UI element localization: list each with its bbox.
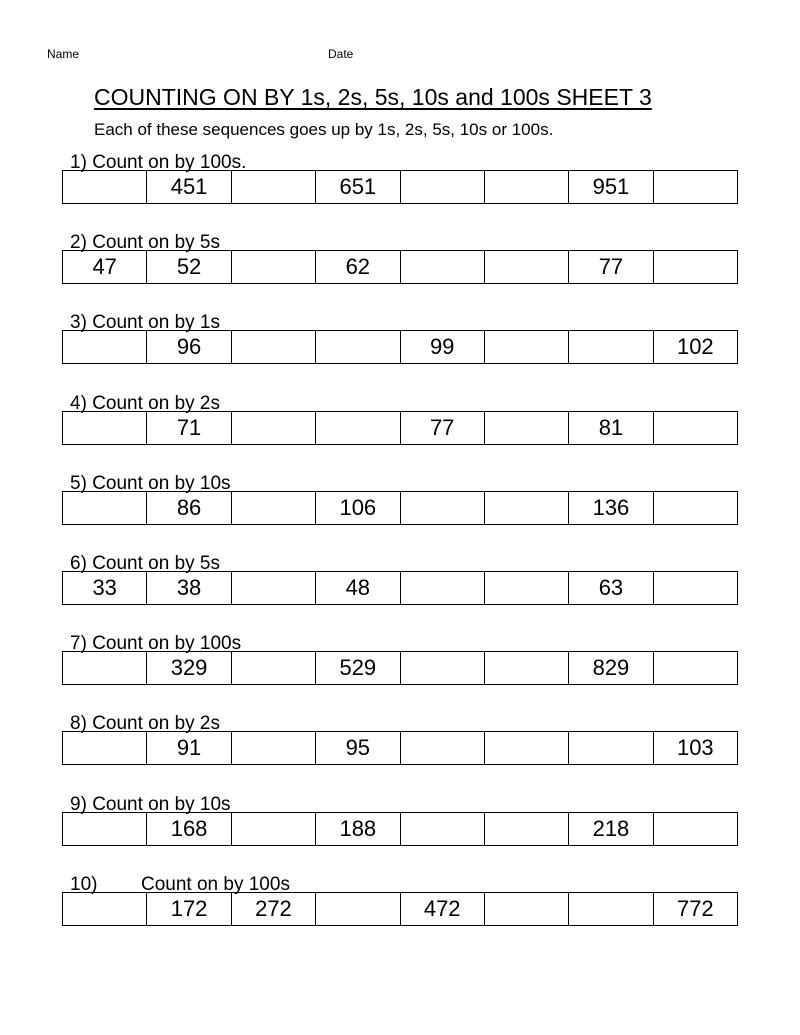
given-number-cell: 99 — [401, 331, 485, 363]
given-number-cell: 77 — [569, 251, 653, 283]
sequence-row — [62, 571, 738, 605]
date-label: Date — [328, 47, 354, 61]
answer-box[interactable] — [569, 732, 653, 764]
answer-box[interactable] — [654, 171, 737, 203]
given-number-cell: 272 — [232, 893, 316, 925]
answer-box[interactable] — [232, 732, 316, 764]
problem-number: 3) — [70, 312, 87, 334]
instructions: Each of these sequences goes up by 1s, 2s, 5s, 10s or 100s. — [94, 120, 554, 139]
sequence-row — [62, 892, 738, 926]
name-label: Name — [47, 47, 80, 61]
given-number-cell: 168 — [147, 813, 231, 845]
given-number-cell: 951 — [569, 171, 653, 203]
problem-instruction: Count on by 100s — [141, 873, 290, 895]
given-number-cell: 33 — [63, 572, 147, 604]
answer-box[interactable] — [232, 492, 316, 524]
problem-number: 2) — [70, 232, 87, 254]
problem-instruction: Count on by 100s — [92, 633, 242, 655]
given-number-cell: 829 — [569, 652, 653, 684]
answer-box[interactable] — [569, 331, 653, 363]
given-number-cell: 218 — [569, 813, 653, 845]
answer-box[interactable] — [654, 412, 737, 444]
worksheet-title: COUNTING ON BY 1s, 2s, 5s, 10s and 100s SHEET 3 — [94, 84, 652, 110]
problem-instruction: Count on by 10s — [92, 793, 231, 815]
answer-box[interactable] — [485, 251, 569, 283]
given-number-cell: 136 — [569, 492, 653, 524]
given-number-cell: 472 — [401, 893, 485, 925]
given-number-cell: 772 — [676, 895, 714, 921]
problem-9 — [62, 794, 738, 846]
problem-8 — [62, 713, 738, 765]
answer-box[interactable] — [63, 412, 147, 444]
answer-box[interactable] — [63, 732, 147, 764]
problem-number: 9) — [70, 793, 87, 815]
given-number-cell: 172 — [147, 893, 231, 925]
answer-box[interactable] — [401, 732, 485, 764]
given-number-cell: 329 — [147, 652, 231, 684]
problem-3 — [62, 312, 738, 364]
answer-box[interactable] — [232, 652, 316, 684]
given-number-cell: 106 — [316, 492, 400, 524]
answer-box[interactable] — [232, 572, 316, 604]
problem-number: 7) — [70, 633, 87, 655]
given-number-cell: 81 — [569, 412, 653, 444]
answer-box[interactable] — [316, 331, 400, 363]
answer-box[interactable] — [485, 732, 569, 764]
answer-box[interactable] — [401, 572, 485, 604]
answer-box[interactable] — [485, 572, 569, 604]
answer-box[interactable] — [485, 331, 569, 363]
answer-box[interactable] — [63, 813, 147, 845]
given-number-cell: 188 — [316, 813, 400, 845]
sequence-row — [62, 250, 738, 284]
given-number-cell: 47 — [63, 251, 147, 283]
sequence-row — [62, 731, 738, 765]
answer-box[interactable] — [232, 251, 316, 283]
answer-box[interactable] — [232, 171, 316, 203]
given-number-cell: 102 — [676, 334, 714, 360]
problem-4 — [62, 393, 738, 445]
answer-box[interactable] — [63, 652, 147, 684]
answer-box[interactable] — [63, 331, 147, 363]
answer-box[interactable] — [485, 492, 569, 524]
given-number-cell: 48 — [316, 572, 400, 604]
sequence-row — [62, 330, 738, 364]
sequence-row — [62, 411, 738, 445]
problem-5 — [62, 473, 738, 525]
given-number-cell: 71 — [147, 412, 231, 444]
answer-box[interactable] — [569, 893, 653, 925]
answer-box[interactable] — [485, 652, 569, 684]
problem-number: 6) — [70, 553, 87, 574]
answer-box[interactable] — [401, 492, 485, 524]
problem-instruction: Count on by 2s — [92, 392, 220, 414]
given-number-cell: 451 — [147, 171, 231, 203]
given-number-cell: 38 — [147, 572, 231, 604]
problem-number: 10) — [70, 873, 98, 895]
answer-box[interactable] — [63, 893, 147, 925]
answer-box[interactable] — [232, 331, 316, 363]
given-number-cell: 62 — [316, 251, 400, 283]
problem-number: 4) — [70, 392, 87, 414]
problem-2 — [62, 232, 738, 284]
problem-number: 8) — [70, 713, 87, 735]
sequence-row — [62, 170, 738, 204]
sequence-row — [62, 812, 738, 846]
given-number-cell: 651 — [316, 171, 400, 203]
answer-box[interactable] — [485, 893, 569, 925]
given-number-cell: 529 — [316, 652, 400, 684]
answer-box[interactable] — [654, 572, 737, 604]
answer-box[interactable] — [401, 171, 485, 203]
answer-box[interactable] — [232, 412, 316, 444]
answer-box[interactable] — [654, 492, 737, 524]
given-number-cell: 77 — [401, 412, 485, 444]
answer-box[interactable] — [316, 893, 400, 925]
given-number-cell: 96 — [147, 331, 231, 363]
answer-box[interactable] — [63, 492, 147, 524]
problem-instruction: Count on by 1s — [92, 312, 220, 334]
problem-number: 1) — [70, 152, 87, 173]
problem-10 — [62, 874, 738, 926]
answer-box[interactable] — [316, 412, 400, 444]
problem-number: 5) — [70, 472, 87, 494]
problem-instruction: Count on by 5s — [92, 553, 220, 574]
problem-1 — [62, 152, 738, 204]
answer-box[interactable] — [401, 251, 485, 283]
problem-instruction: Count on by 10s — [92, 472, 231, 494]
problem-instruction: Count on by 100s. — [92, 152, 247, 173]
sequence-row — [62, 651, 738, 685]
answer-box[interactable] — [654, 652, 737, 684]
answer-box[interactable] — [485, 171, 569, 203]
answer-box[interactable] — [485, 412, 569, 444]
answer-box[interactable] — [401, 813, 485, 845]
given-number-cell: 52 — [147, 251, 231, 283]
given-number-cell: 95 — [316, 732, 400, 764]
answer-box[interactable] — [654, 813, 737, 845]
problem-instruction: Count on by 2s — [92, 713, 220, 735]
problem-7 — [62, 633, 738, 685]
sequence-row — [62, 491, 738, 525]
answer-box[interactable] — [232, 813, 316, 845]
given-number-cell: 103 — [676, 735, 714, 761]
problem-6 — [62, 553, 738, 605]
given-number-cell: 86 — [147, 492, 231, 524]
problem-instruction: Count on by 5s — [92, 232, 220, 254]
answer-box[interactable] — [401, 652, 485, 684]
given-number-cell: 91 — [147, 732, 231, 764]
answer-box[interactable] — [485, 813, 569, 845]
given-number-cell: 63 — [569, 572, 653, 604]
answer-box[interactable] — [63, 171, 147, 203]
answer-box[interactable] — [654, 251, 737, 283]
